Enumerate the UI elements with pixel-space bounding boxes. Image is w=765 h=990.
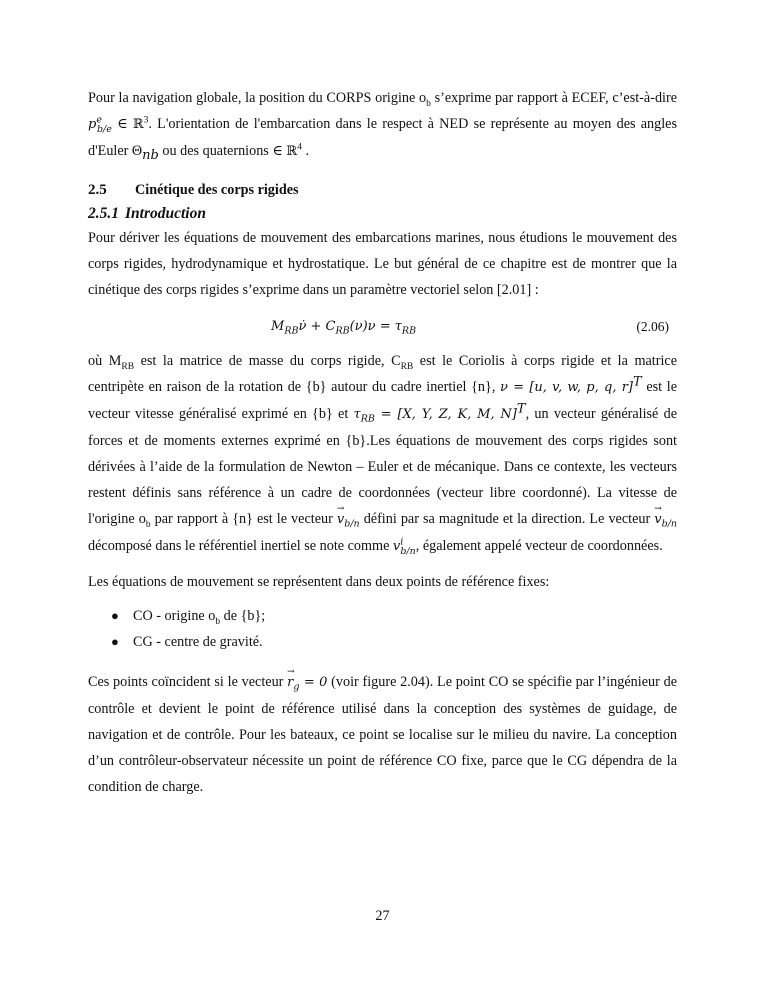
math-v-b-n-2: → $v_{b/n}$ [654,512,677,527]
subsection-heading: 2.5.1 Introduction [88,205,206,222]
math-v-i-b-n: $v^i_{b/n}$ [392,536,416,557]
math-v-b-n: → $v_{b/n}$ [337,512,360,527]
section-heading: 2.5 Cinétique des corps rigides [88,182,299,198]
equation-number: (2.06) [636,319,669,334]
bullet-icon: ● [111,608,119,623]
document-page [88,85,677,800]
math-r-g: → $r_g$ [287,675,299,690]
reference-points-list [88,603,677,655]
list-item: ● CG - centre de gravité. [88,629,677,655]
paragraph-intro: Pour dériver les équations de mouvement des embarcations marines, nous étudions le mouvement des corps rigides, hydrodynamique et hydrostatique. Le but général de ce chapitre est de montrer que la cinétique des corps rigides s’exprime dans un paramètre vectoriel selon [2.01] : [88,230,677,298]
page-number: 27 [375,908,390,924]
paragraph-definitions: où $M_{RB}$ est la matrice de masse du corps rigide, $C_{RB}$ est le Coriolis à corps rigide et la matrice centripète en raison de la rotation de {b} autour du cadre inertiel {n}, ν = [u, v, w, p, q, r]$^T$ est le vecteur vitesse généralisé exprimé en {b} et $\tau_{RB} = [X$, Y, Z, K, M, N]$^T$, un vecteur généralisé de forces et de moments externes exprimé en {b}.Les équations de mouvement des corps rigides sont dérivées à l’aide de la formulation de Newton – Euler et de mécanique. Dans ce contexte, les vecteurs restent définis sans référence à un cadre de coordonnées (vecteur libre coordonné). La vitesse de l'origine $o_b$ par rapport à {n} est le vecteur → $v_{b/n}$ défini par sa magnitude et la direction. Le vecteur → $v_{b/n}$ décomposé dans le référentiel inertiel se note comme $v^i_{b/n}$, également appelé vecteur de coordonnées. [88,348,677,560]
bullet-icon: ● [111,634,119,649]
paragraph-co-cg: Ces points coïncident si le vecteur → $r_g = 0$ (voir figure 2.04). Le point CO se spécifie par l’ingénieur de contrôle et devient le point de référence utilisé dans la conception des systèmes de guidage, de navigation et de contrôle. Pour les bateaux, ce point se localise sur le milieu du navire. La conception d’un contrôleur-observateur nécessite un point de référence CO fixe, parce que le CG dépendra de la condition de charge. [88,669,677,800]
paragraph-position-orientation: Pour la navigation globale, la position du CORPS origine $o_b$ s’exprime par rapport à ECEF, c’est-à-dire $p^e_{b/e}$ ∈ ℝ$^3$. L'orientation de l'embarcation dans le respect à NED se représente au moyen des angles d'Euler $\Theta_{nb}$ ou des quaternions ∈ ℝ$^4$ . [88,90,677,163]
equation-2-06 [88,308,677,346]
math-p-b-e: $p^e_{b/e}$ [88,114,112,135]
list-item: ● CO - origine $o_b$ de {b}; [88,603,677,629]
equation-expression: $M_{RB}\nu̇ + C_{RB}(\nu)\nu = \tau_{RB}$ [271,319,417,337]
paragraph-reference-points: Les équations de mouvement se représentent dans deux points de référence fixes: [88,574,550,590]
